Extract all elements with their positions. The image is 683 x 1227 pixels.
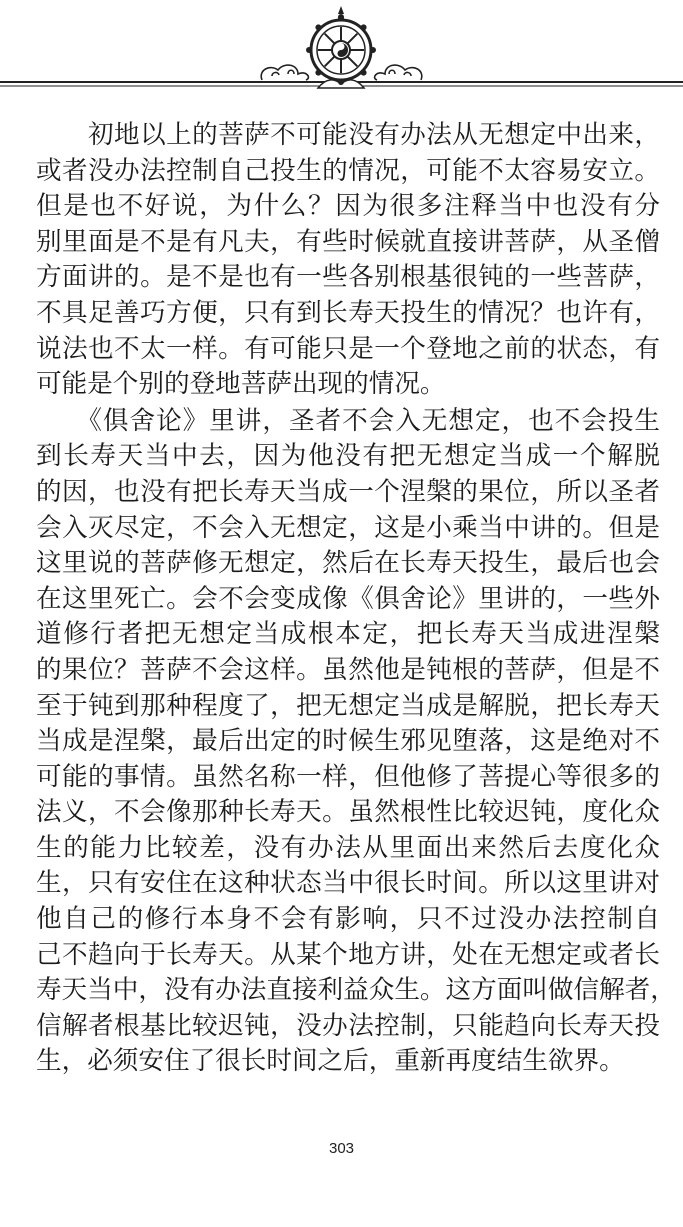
paragraph-2	[36, 404, 676, 1080]
right-cloud-icon	[375, 65, 422, 80]
text-line: 可能的事情。虽然名称一样，但他修了菩提心等很多的	[36, 761, 660, 792]
text-line: 的果位？菩萨不会这样。虽然他是钝根的菩萨，但是不	[36, 654, 660, 685]
text-line: 生的能力比较差，没有办法从里面出来然后去度化众	[36, 832, 660, 863]
text-line: 在这里死亡。会不会变成像《俱舍论》里讲的，一些外	[36, 583, 660, 614]
text-line: 《俱舍论》里讲，圣者不会入无想定，也不会投生	[36, 405, 660, 436]
dharma-wheel-icon	[306, 6, 376, 88]
text-line: 会入灭尽定，不会入无想定，这是小乘当中讲的。但是	[36, 512, 660, 543]
text-line: 当成是涅槃，最后出定的时候生邪见堕落，这是绝对不	[36, 726, 660, 757]
text-line: 己不趋向于长寿天。从某个地方讲，处在无想定或者长	[36, 939, 660, 970]
text-line: 他自己的修行本身不会有影响，只不过没办法控制自	[36, 904, 660, 935]
paragraph-1	[36, 118, 660, 403]
body-text	[36, 118, 676, 1080]
text-line: 方面讲的。是不是也有一些各别根基很钝的一些菩萨，	[36, 262, 660, 293]
text-line: 法义，不会像那种长寿天。虽然根性比较迟钝，度化众	[36, 797, 660, 828]
text-line: 生，只有安住在这种状态当中很长时间。所以这里讲对	[36, 868, 660, 899]
text-line: 至于钝到那种程度了，把无想定当成是解脱，把长寿天	[36, 690, 660, 721]
text-line: 这里说的菩萨修无想定，然后在长寿天投生，最后也会	[36, 548, 660, 579]
text-line: 道修行者把无想定当成根本定，把长寿天当成进涅槃	[36, 619, 660, 650]
text-line: 或者没办法控制自己投生的情况，可能不太容易安立。	[36, 155, 660, 186]
header-ornament	[0, 0, 683, 100]
text-line: 但是也不好说，为什么？因为很多注释当中也没有分	[36, 191, 660, 222]
page-number: 303	[328, 1140, 355, 1157]
text-line: 生，必须安住了很长时间之后，重新再度结生欲界。	[36, 1046, 625, 1077]
text-line: 的因，也没有把长寿天当成一个涅槃的果位，所以圣者	[36, 476, 660, 507]
text-line: 别里面是不是有凡夫，有些时候就直接讲菩萨，从圣僧	[36, 226, 660, 257]
text-line: 到长寿天当中去，因为他没有把无想定当成一个解脱	[36, 441, 660, 472]
left-cloud-icon	[261, 65, 308, 80]
text-line: 不具足善巧方便，只有到长寿天投生的情况？也许有，	[36, 297, 660, 328]
text-line: 信解者根基比较迟钝，没办法控制，只能趋向长寿天投	[36, 1010, 660, 1041]
text-line: 初地以上的菩萨不可能没有办法从无想定中出来，	[36, 120, 660, 150]
text-line: 说法也不太一样。有可能只是一个登地之前的状态，有	[36, 333, 660, 364]
text-line: 可能是个别的登地菩萨出现的情况。	[36, 369, 446, 400]
text-line: 寿天当中，没有办法直接利益众生。这方面叫做信解者，	[36, 975, 676, 1006]
page-header	[0, 0, 683, 100]
